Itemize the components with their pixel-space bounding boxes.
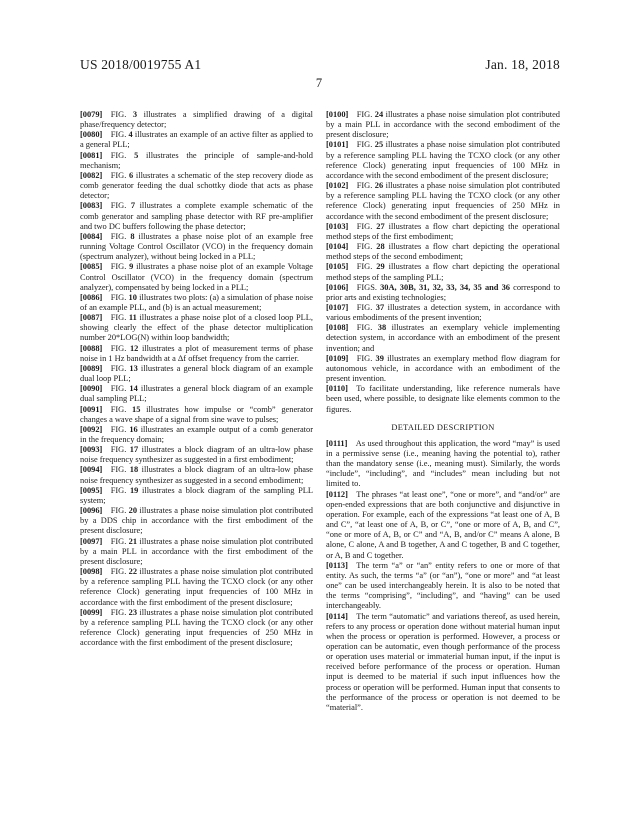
paragraph-0091 <box>80 405 313 425</box>
paragraph-number: [0083] <box>80 201 103 211</box>
figure-number: 9 <box>129 262 134 272</box>
paragraph-text: illustrates an example output of a comb generator in the frequency domain; <box>80 424 313 444</box>
paragraph-0098 <box>80 567 313 608</box>
paragraph-0082 <box>80 171 313 201</box>
paragraph-number: [0081] <box>80 150 103 160</box>
paragraph-text: illustrates an example of an active filter as applied to a general PLL; <box>80 130 313 150</box>
figure-prefix: FIG. <box>356 140 375 150</box>
paragraph-text: illustrates a phase noise simulation plot contributed by a main PLL in accordance with the second embodiment of the present disclosure; <box>326 110 560 140</box>
figure-number: 23 <box>128 607 138 617</box>
paragraph-number: [0085] <box>80 262 103 272</box>
paragraph-0102 <box>326 181 560 222</box>
figure-number: 16 <box>129 424 138 434</box>
paragraph-0111 <box>326 439 560 490</box>
figure-prefix: FIG. <box>110 313 129 323</box>
paragraph-0095 <box>80 486 313 506</box>
paragraph-text: illustrates the principle of sample-and-hold mechanism; <box>80 150 313 170</box>
figure-prefix: FIG. <box>110 445 130 455</box>
figure-number: 29 <box>376 262 385 272</box>
figure-number: 26 <box>374 181 384 191</box>
figure-prefix: FIG. <box>110 536 129 546</box>
figure-prefix: FIG. <box>110 363 130 373</box>
figure-prefix: FIG. <box>110 485 130 495</box>
figure-number: 10 <box>128 292 137 302</box>
figure-prefix: FIG. <box>110 130 129 140</box>
paragraph-0087 <box>80 313 313 343</box>
paragraph-text: illustrates a phase noise simulation plot contributed by a reference sampling PLL having the TCXO clock (or any other reference Clock) generating input frequencies of 100 MHz in accordance with the second embodiment of the present disclosure; <box>326 140 560 180</box>
figure-number: 22 <box>128 567 138 577</box>
figure-number: 8 <box>130 231 135 241</box>
paragraph-0081 <box>80 151 313 171</box>
figure-prefix: FIG. <box>110 201 131 211</box>
paragraph-0109 <box>326 354 560 384</box>
paragraph-0112 <box>326 490 560 561</box>
paragraph-0083 <box>80 201 313 231</box>
figure-prefix: FIG. <box>110 607 129 617</box>
figure-number: 24 <box>374 110 384 119</box>
figure-prefix: FIG. <box>356 110 375 119</box>
paragraph-text: illustrates a schematic of the step recovery diode as comb generator feeding the dual schottky diode that acts as phase detector; <box>80 170 313 201</box>
figure-prefix: FIG. <box>110 170 130 180</box>
page-number: 7 <box>315 76 323 90</box>
paragraph-0089 <box>80 364 313 384</box>
figure-number: 37 <box>375 302 385 312</box>
paragraph-0084 <box>80 232 313 262</box>
paragraph-text: illustrates a phase noise simulation plot contributed by a reference sampling PLL having the TCXO clock (or any other reference Clock) generating input frequencies of 250 MHz in accordance with the second embodiment of the present disclosure; <box>326 181 560 221</box>
figure-prefix: FIG. <box>110 231 131 241</box>
paragraph-0114 <box>326 612 560 714</box>
paragraph-text: illustrates a phase noise simulation plot contributed by a reference sampling PLL having the TCXO clock (or any other reference Clock) generating input frequencies of 250 MHz in accordance with the first embodiment of the present disclosure; <box>80 607 313 648</box>
paragraph-number: [0089] <box>80 363 103 373</box>
figure-number: 30A, 30B, 31, 32, 33, 34, 35 and 36 <box>380 282 510 292</box>
paragraph-text: illustrates a phase noise simulation plot contributed by a DDS chip in accordance with the first embodiment of the present disclosure; <box>80 506 313 536</box>
paragraph-0099 <box>80 608 313 649</box>
paragraph-number: [0104] <box>326 242 349 252</box>
figure-number: 21 <box>128 536 138 546</box>
paragraph-text: illustrates a detection system, in accordance with various embodiments of the present invention; <box>326 302 560 323</box>
figure-prefix: FIG. <box>110 110 133 119</box>
paragraph-text: illustrates a flow chart depicting the operational method steps of the first embodiment; <box>326 221 560 241</box>
paragraph-text: illustrates a phase noise plot of an example Voltage Control Oscillator (VCO) in the frequency domain (spectrum analyzer), compensated by being locked in a PLL; <box>80 262 313 292</box>
paragraph-0106 <box>326 283 560 303</box>
paragraph-0080 <box>80 130 313 150</box>
paragraph-number: [0096] <box>80 506 103 516</box>
figure-prefix: FIG. <box>356 221 377 231</box>
paragraph-number: [0087] <box>80 313 103 323</box>
paragraph-text: illustrates a phase noise plot of a closed loop PLL, showing clearly the effect of the phase detector multiplication number 20*LOG(N) within loop bandwidth; <box>80 313 313 343</box>
figure-number: 11 <box>128 313 137 323</box>
figure-prefix: FIGS. <box>356 282 381 292</box>
paragraph-text: The term “automatic” and variations thereof, as used herein, refers to any process or operation done without material human input when the process or operation is performed. However, a process or operation can be automatic, even though performance of the process or operation uses material or immaterial human input, if the input is received before performance of the process or operation. Human input is deemed to be material if such input influences how the process or operation will be performed. Human input that consents to the performance of the process or operation is not deemed to be “material”. <box>326 611 560 712</box>
paragraph-0104 <box>326 242 560 262</box>
paragraph-number: [0105] <box>326 262 349 272</box>
figure-prefix: FIG. <box>110 567 129 577</box>
paragraph-number: [0088] <box>80 343 103 353</box>
left-column <box>80 110 313 648</box>
paragraph-0110 <box>326 384 560 414</box>
paragraph-number: [0084] <box>80 231 103 241</box>
paragraph-0105 <box>326 262 560 282</box>
figure-number: 14 <box>129 384 138 394</box>
paragraph-0101 <box>326 140 560 181</box>
paragraph-number: [0111] <box>326 438 348 448</box>
paragraph-number: [0082] <box>80 170 103 180</box>
figure-number: 20 <box>128 506 138 516</box>
paragraph-number: [0097] <box>80 536 103 546</box>
figure-number: 39 <box>375 353 384 363</box>
section-heading: DETAILED DESCRIPTION <box>391 422 495 432</box>
paragraph-text: illustrates an exemplary vehicle implementing detection system, in accordance with an embodiment of the present invention; and <box>326 323 560 353</box>
publication-date: Jan. 18, 2018 <box>485 57 560 72</box>
paragraph-number: [0106] <box>326 282 349 292</box>
paragraph-text: illustrates a block diagram of an ultra-low phase noise frequency synthesizer as suggested in a second embodiment; <box>80 465 313 485</box>
figure-prefix: FIG. <box>356 181 375 191</box>
paragraph-number: [0099] <box>80 607 103 617</box>
paragraph-0088 <box>80 344 313 364</box>
paragraph-text: illustrates a general block diagram of an example dual sampling PLL; <box>80 384 314 404</box>
paragraph-0107 <box>326 303 560 323</box>
paragraph-0100 <box>326 110 560 140</box>
figure-number: 38 <box>377 323 387 333</box>
paragraph-number: [0090] <box>80 384 103 394</box>
paragraph-text: illustrates two plots: (a) a simulation of phase noise of an example PLL, and (b) is an actual measurement; <box>80 292 313 312</box>
paragraph-text: To facilitate understanding, like reference numerals have been used, where possible, to designate like elements common to the figures. <box>326 384 560 414</box>
figure-number: 28 <box>376 242 385 252</box>
figure-number: 13 <box>129 363 138 373</box>
paragraph-0079 <box>80 110 313 130</box>
paragraph-number: [0093] <box>80 445 103 455</box>
paragraph-text: illustrates a complete example schematic of the comb generator and sampling phase detector with RF pre-amplifier and two DC buffers following the phase detector; <box>80 201 313 231</box>
paragraph-number: [0098] <box>80 567 103 577</box>
paragraph-number: [0080] <box>80 130 103 140</box>
paragraph-text: illustrates a flow chart depicting the operational method steps of the sampling PLL; <box>326 262 560 282</box>
figure-prefix: FIG. <box>110 262 130 272</box>
figure-prefix: FIG. <box>356 262 377 272</box>
paragraph-number: [0112] <box>326 489 348 499</box>
figure-number: 7 <box>130 201 136 211</box>
figure-number: 6 <box>129 170 134 180</box>
paragraph-text: illustrates how impulse or “comb” generator changes a wave shape of a signal from sine wave to pulses; <box>80 404 313 424</box>
paragraph-number: [0101] <box>326 140 349 150</box>
paragraph-text: The term “a” or “an” entity refers to one or more of that entity. As such, the terms “a” (or “an”), “one or more” and “at least one” can be used interchangeably herein. It is also to be noted that the terms “comprising”, “including”, and “having” can be used interchangeably. <box>326 560 560 611</box>
figure-number: 15 <box>132 404 141 414</box>
paragraph-number: [0079] <box>80 110 103 119</box>
figure-number: 17 <box>129 445 139 455</box>
paragraph-text: correspond to prior arts and existing technologies; <box>326 282 561 302</box>
paragraph-0113 <box>326 561 560 612</box>
figure-number: 25 <box>374 140 384 150</box>
paragraph-text: illustrates a flow chart depicting the operational method steps of the second embodiment; <box>326 242 560 262</box>
paragraph-0108 <box>326 323 560 353</box>
paragraph-number: [0114] <box>326 611 348 621</box>
paragraph-text: illustrates a block diagram of the sampling PLL system; <box>80 485 313 505</box>
figure-number: 18 <box>129 465 139 475</box>
figure-prefix: FIG. <box>356 242 377 252</box>
figure-prefix: FIG. <box>110 465 130 475</box>
paragraph-0092 <box>80 425 313 445</box>
paragraph-number: [0109] <box>326 353 349 363</box>
figure-prefix: FIG. <box>110 292 129 302</box>
paragraph-text: illustrates a phase noise plot of an example free running Voltage Control Oscillator (VCO) in the frequency domain (spectrum analyzer), without being locked in a PLL; <box>80 231 313 262</box>
paragraph-text: illustrates an exemplary method flow diagram for autonomous vehicle, in accordance with an embodiment of the present invention. <box>326 353 560 384</box>
paragraph-number: [0100] <box>326 110 349 119</box>
figure-prefix: FIG. <box>110 343 130 353</box>
paragraph-0103 <box>326 222 560 242</box>
figure-prefix: FIG. <box>110 404 133 414</box>
figure-prefix: FIG. <box>356 323 378 333</box>
paragraph-number: [0086] <box>80 292 103 302</box>
paragraph-0097 <box>80 537 313 567</box>
paragraph-0096 <box>80 506 313 536</box>
paragraph-number: [0113] <box>326 560 348 570</box>
figure-prefix: FIG. <box>110 384 130 394</box>
paragraph-0094 <box>80 465 313 485</box>
paragraph-text: illustrates a plot of measurement terms of phase noise in 1 Hz bandwidth at a Δf offset frequency from the carrier. <box>80 343 313 363</box>
paragraph-number: [0107] <box>326 302 349 312</box>
paragraph-number: [0110] <box>326 384 348 394</box>
paragraph-text: illustrates a simplified drawing of a digital phase/frequency detector; <box>80 110 314 130</box>
patent-number: US 2018/0019755 A1 <box>80 57 202 72</box>
figure-prefix: FIG. <box>110 150 135 160</box>
paragraph-0093 <box>80 445 313 465</box>
figure-prefix: FIG. <box>356 353 376 363</box>
paragraph-0090 <box>80 384 313 404</box>
figure-number: 12 <box>129 343 139 353</box>
paragraph-0085 <box>80 262 313 292</box>
paragraph-number: [0103] <box>326 221 349 231</box>
figure-number: 27 <box>376 221 385 231</box>
paragraph-0086 <box>80 293 313 313</box>
figure-number: 5 <box>134 150 139 160</box>
paragraph-text: The phrases “at least one”, “one or more”, and “and/or” are open-ended expressions that are both conjunctive and disjunctive in operation. For example, each of the expressions “at least one of A, B and C”, “at least one of A, B, or C”, “one or more of A, B, and C”, “one or more of A, B, or C” and “A, B, and/or C” means A alone, B alone, C alone, A and B together, A and C together, B and C together, or A, B and C together. <box>326 489 560 560</box>
paragraph-text: illustrates a general block diagram of an example dual loop PLL; <box>80 363 314 384</box>
paragraph-number: [0094] <box>80 465 103 475</box>
figure-prefix: FIG. <box>356 302 376 312</box>
paragraph-number: [0108] <box>326 323 349 333</box>
paragraph-number: [0102] <box>326 181 349 191</box>
paragraph-number: [0095] <box>80 485 103 495</box>
paragraph-number: [0091] <box>80 404 103 414</box>
figure-number: 4 <box>128 130 133 140</box>
paragraph-text: illustrates a block diagram of an ultra-low phase noise frequency synthesizer as suggested in a first embodiment; <box>80 445 313 465</box>
figure-number: 3 <box>132 110 138 119</box>
paragraph-text: illustrates a phase noise simulation plot contributed by a reference sampling PLL having the TCXO clock (or any other reference Clock) generating input frequencies of 100 MHz in accordance with the first embodiment of the present disclosure; <box>80 567 313 607</box>
paragraph-text: As used throughout this application, the word “may” is used in a permissive sense (i.e., meaning having the potential to), rather than the mandatory sense (i.e., meaning must). Similarly, the words “include”, “including”, and “includes” mean including but not limited to. <box>326 438 560 489</box>
paragraph-text: illustrates a phase noise simulation plot contributed by a main PLL in accordance with the first embodiment of the present disclosure; <box>80 536 313 566</box>
right-column <box>326 110 560 713</box>
figure-prefix: FIG. <box>110 424 130 434</box>
figure-prefix: FIG. <box>110 506 129 516</box>
figure-number: 19 <box>129 485 139 495</box>
paragraph-number: [0092] <box>80 424 103 434</box>
